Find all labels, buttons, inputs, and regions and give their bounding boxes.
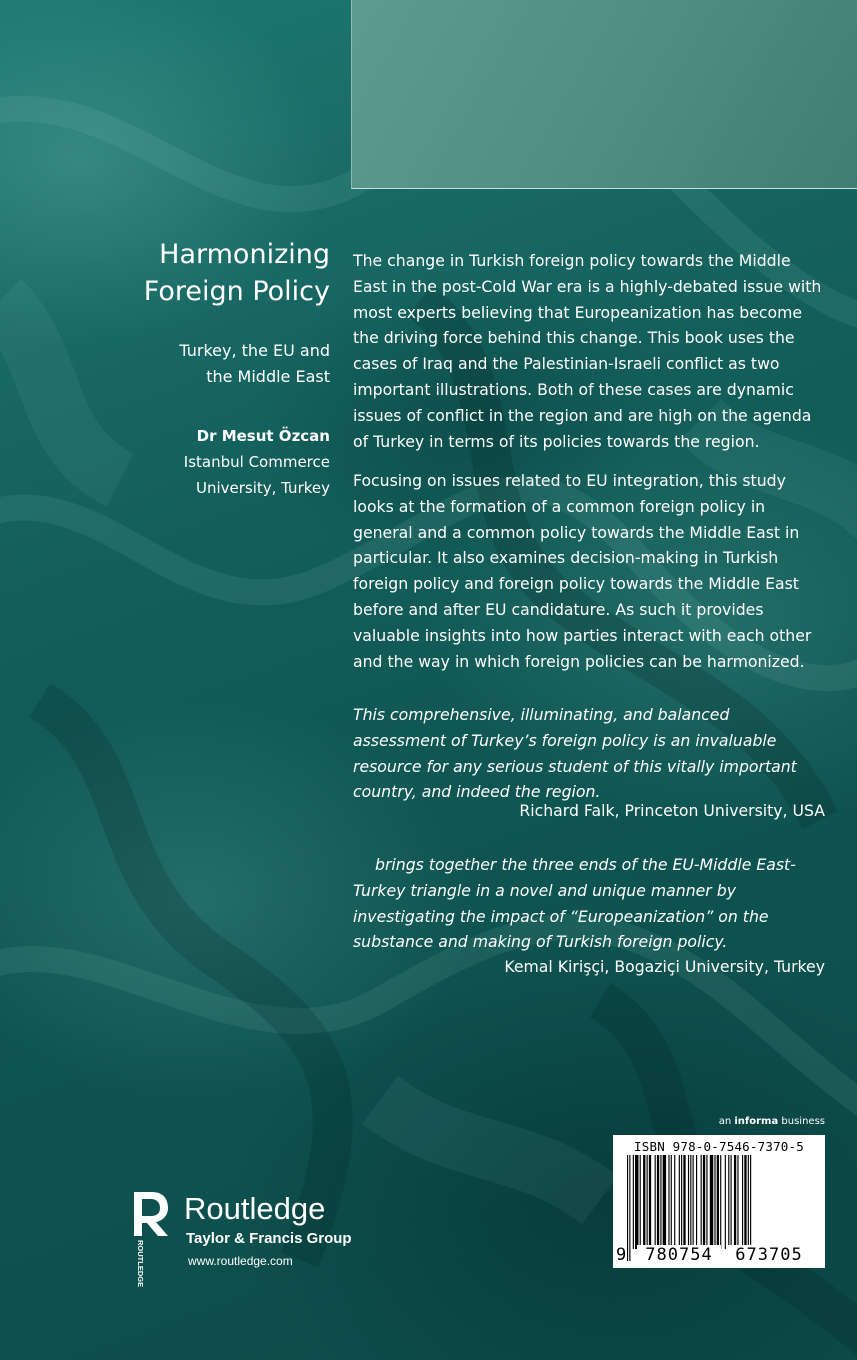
book-title-line1: Harmonizing bbox=[159, 239, 330, 270]
barcode-bar bbox=[633, 1155, 634, 1249]
barcode-bar bbox=[679, 1155, 680, 1249]
endorsement-attribution-1: Richard Falk, Princeton University, USA bbox=[519, 801, 825, 820]
barcode-bar bbox=[647, 1155, 648, 1249]
barcode-bar bbox=[693, 1155, 694, 1249]
book-subtitle-line2: the Middle East bbox=[206, 367, 330, 386]
barcode-bar bbox=[714, 1155, 715, 1249]
author-affiliation-line2: University, Turkey bbox=[195, 479, 330, 497]
barcode-bar bbox=[657, 1155, 659, 1249]
informa-bold: informa bbox=[734, 1116, 779, 1127]
barcode-bar bbox=[681, 1155, 682, 1249]
barcode-bar bbox=[737, 1155, 738, 1249]
barcode-bar bbox=[674, 1155, 675, 1249]
informa-prefix: an bbox=[718, 1116, 735, 1127]
barcode-bar bbox=[671, 1155, 672, 1249]
publisher-name: Routledge bbox=[184, 1191, 326, 1226]
barcode-bar bbox=[649, 1155, 651, 1249]
top-panel bbox=[351, 0, 857, 189]
routledge-logo-mark-icon bbox=[130, 1190, 172, 1288]
author-affiliation-line1: Istanbul Commerce bbox=[183, 453, 330, 471]
barcode-digit-group1: 780754 bbox=[637, 1245, 721, 1265]
barcode-bar bbox=[710, 1155, 713, 1249]
book-subtitle bbox=[90, 338, 330, 390]
endorsement-attribution-2: Kemal Kirişçi, Bogaziçi University, Turkey bbox=[504, 957, 825, 976]
blurb-paragraph-1: The change in Turkish foreign policy towards the Middle East in the post-Cold War era is a highly-debated issue with most experts believing that Europeanization has become the driving force behind this change. This book uses the cases of Iraq and the Palestinian-Israeli conflict as two important illustrations. Both of these cases are dynamic issues of conflict in the region and are high on the agenda of Turkey in terms of its policies towards the region. bbox=[353, 251, 822, 451]
routledge-logo bbox=[130, 1188, 370, 1288]
publisher-url: www.routledge.com bbox=[188, 1254, 293, 1268]
endorsement-quote-1: This comprehensive, illuminating, and balanced assessment of Turkey’s foreign policy is an invaluable resource for any serious student of this vitally important country, and indeed the region. bbox=[353, 705, 797, 802]
barcode-digits bbox=[613, 1243, 825, 1265]
barcode-bar bbox=[668, 1155, 669, 1249]
book-subtitle-line1: Turkey, the EU and bbox=[179, 341, 330, 360]
barcode-bar bbox=[663, 1155, 666, 1249]
routledge-logo-mark-text: ROUTLEDGE bbox=[136, 1240, 145, 1288]
endorsement-quote-2-first: brings together the three ends of the EU-Middle East- bbox=[375, 855, 796, 874]
book-title-line2: Foreign Policy bbox=[143, 276, 330, 307]
barcode-digit-first: 9 bbox=[616, 1245, 627, 1265]
barcode-bar bbox=[734, 1155, 736, 1249]
barcode-bar bbox=[731, 1155, 732, 1249]
barcode-bar bbox=[660, 1155, 661, 1249]
author-name: Dr Mesut Özcan bbox=[196, 427, 330, 445]
endorsement-quote-2 bbox=[353, 852, 827, 955]
barcode-bar bbox=[643, 1155, 645, 1249]
publisher-group: Taylor & Francis Group bbox=[186, 1230, 352, 1247]
informa-suffix: business bbox=[778, 1116, 825, 1127]
endorsement-quote-2-rest: Turkey triangle in a novel and unique manner by investigating the impact of “Europeanization” on the substance and making of Turkish foreign policy. bbox=[353, 880, 769, 952]
barcode-bar bbox=[742, 1155, 743, 1249]
barcode-bar bbox=[728, 1155, 729, 1249]
barcode-bar bbox=[635, 1155, 638, 1249]
barcode-bar bbox=[725, 1155, 726, 1249]
barcode-bar bbox=[701, 1155, 702, 1249]
isbn-barcode bbox=[613, 1135, 825, 1268]
barcode-bar bbox=[717, 1155, 719, 1249]
isbn-label: ISBN 978-0-7546-7370-5 bbox=[634, 1139, 804, 1154]
barcode-digit-group2: 673705 bbox=[726, 1245, 812, 1265]
barcode-bar bbox=[706, 1155, 707, 1249]
author-block bbox=[90, 423, 330, 501]
barcode-bar bbox=[655, 1155, 656, 1249]
book-title bbox=[90, 236, 330, 310]
barcode-bar bbox=[703, 1155, 705, 1249]
barcode-bar bbox=[720, 1155, 721, 1249]
informa-tagline bbox=[612, 1116, 825, 1127]
barcode-bar bbox=[744, 1155, 746, 1249]
barcode-bar bbox=[696, 1155, 697, 1249]
barcode-bar bbox=[683, 1155, 685, 1249]
blurb-paragraph-2: Focusing on issues related to EU integration, this study looks at the formation of a common foreign policy in general and a common policy towards the Middle East in particular. It also examines decision-making in Turkish foreign policy and foreign policy towards the Middle East before and after EU candidature. As such it provides valuable insights into how parties interact with each other and the way in which foreign policies can be harmonized. bbox=[353, 471, 812, 671]
barcode-bar bbox=[640, 1155, 641, 1249]
